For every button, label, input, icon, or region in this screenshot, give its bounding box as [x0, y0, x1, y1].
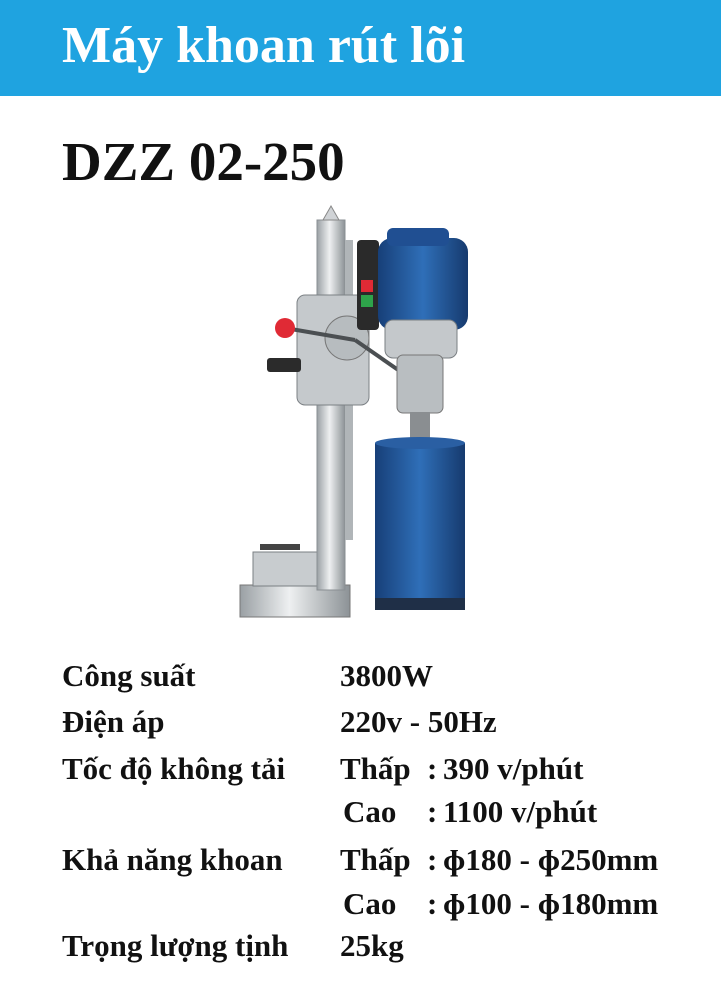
spec-label-power: Công suất: [62, 658, 196, 693]
title-banner: [0, 0, 721, 96]
spec-label-capacity: Khả năng khoan: [62, 842, 283, 877]
capacity-low-value: ɸ180 - ɸ250mm: [443, 842, 659, 877]
spec-value-weight: 25kg: [340, 928, 404, 963]
capacity-low-level: Thấp: [340, 842, 411, 877]
speed-high-value: 1100 v/phút: [443, 794, 598, 829]
spec-label-weight: Trọng lượng tịnh: [62, 928, 289, 963]
page-title: Máy khoan rút lõi: [62, 17, 466, 74]
capacity-low-separator: :: [427, 842, 438, 877]
speed-low-level: Thấp: [340, 751, 411, 786]
speed-low-value: 390 v/phút: [443, 751, 584, 786]
speed-high-level: Cao: [343, 794, 397, 829]
spec-label-voltage: Điện áp: [62, 704, 165, 739]
speed-high-separator: :: [427, 794, 438, 829]
spec-label-speed: Tốc độ không tải: [62, 751, 286, 786]
capacity-high-separator: :: [427, 886, 438, 921]
model-number: DZZ 02-250: [62, 131, 345, 192]
spec-value-voltage: 220v - 50Hz: [340, 704, 497, 739]
speed-low-separator: :: [427, 751, 438, 786]
capacity-high-level: Cao: [343, 886, 397, 921]
capacity-high-value: ɸ100 - ɸ180mm: [443, 886, 659, 921]
spec-value-power: 3800W: [340, 658, 433, 693]
product-image: [235, 200, 475, 630]
